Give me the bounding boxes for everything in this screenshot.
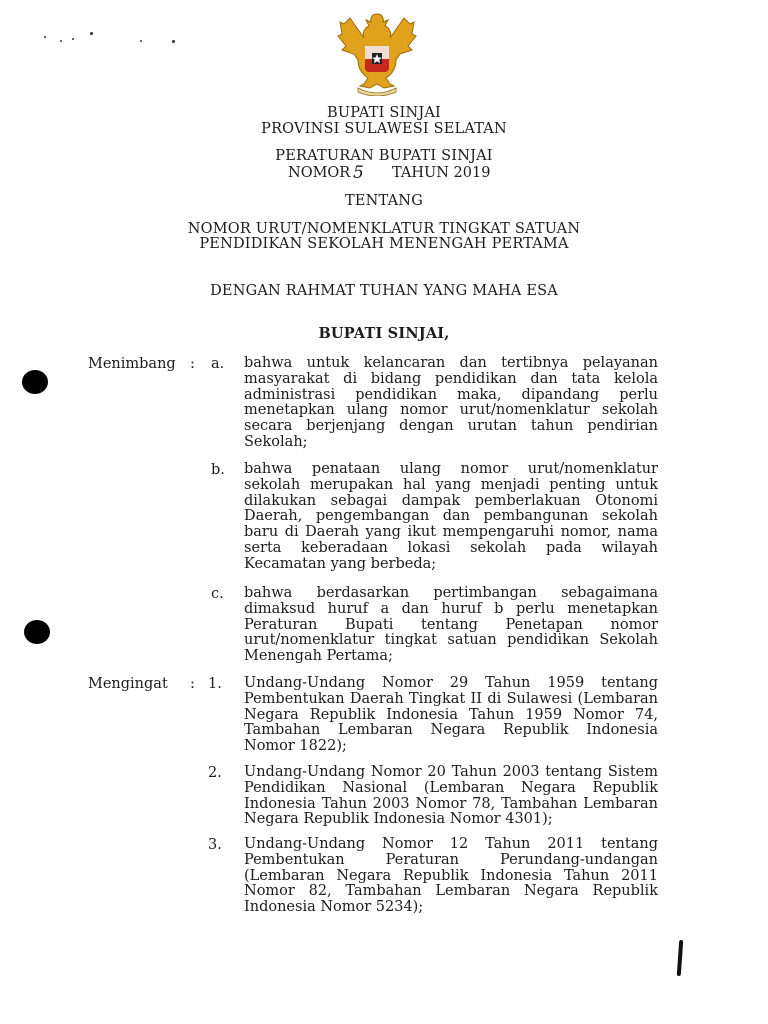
nomor-value: 5: [353, 163, 364, 183]
tahun-label: TAHUN 2019: [392, 165, 491, 181]
punch-hole: [24, 620, 50, 644]
menimbang-marker-c: c.: [211, 586, 224, 602]
mengingat-item-1: Undang-Undang Nomor 29 Tahun 1959 tentang Pembentukan Daerah Tingkat II di Sulawesi (Lembaran Negara Republik Indonesia Tahun 1959 Nomor 74, Tambahan Lembaran Negara Republik Indonesia Nomor 1822);: [244, 675, 658, 755]
menimbang-item-b: bahwa penataan ulang nomor urut/nomenklatur sekolah merupakan hal yang menjadi penting untuk dilakukan sebagai dampak pemberlakuan Otonomi Daerah, pengembangan dan pembangunan sekolah baru di Daerah yang ikut mempengaruhi nomor, nama serta keberadaan lokasi sekolah pada wilayah Kecamatan yang berbeda;: [244, 461, 658, 572]
scan-speck: [72, 38, 74, 40]
scan-speck: [60, 40, 62, 42]
menimbang-marker-a: a.: [211, 356, 225, 372]
punch-hole: [22, 370, 48, 394]
mengingat-item-3: Undang-Undang Nomor 12 Tahun 2011 tentang Pembentukan Peraturan Perundang-undangan (Lembaran Negara Republik Indonesia Tahun 2011 Nomor 82, Tambahan Lembaran Negara Republik Indonesia Nomor 5234);: [244, 836, 658, 916]
mengingat-item-2: Undang-Undang Nomor 20 Tahun 2003 tentang Sistem Pendidikan Nasional (Lembaran Negara Republik Indonesia Tahun 2003 Nomor 78, Tambahan Lembaran Negara Republik Indonesia Nomor 4301);: [244, 764, 658, 828]
mengingat-marker-1: 1.: [208, 676, 222, 692]
subject-line-2: PENDIDIKAN SEKOLAH MENENGAH PERTAMA: [199, 236, 569, 252]
regent-title: BUPATI SINJAI: [327, 105, 441, 121]
regulation-title: PERATURAN BUPATI SINJAI: [275, 148, 493, 164]
mengingat-marker-2: 2.: [208, 765, 222, 781]
tentang-label: TENTANG: [345, 193, 423, 209]
scan-speck: [90, 32, 93, 35]
menimbang-marker-b: b.: [211, 462, 225, 478]
province-title: PROVINSI SULAWESI SELATAN: [261, 121, 507, 137]
nomor-label: NOMOR: [288, 165, 351, 181]
mengingat-colon: :: [190, 676, 195, 692]
pen-mark: [677, 940, 684, 976]
scan-speck: [140, 40, 142, 42]
mengingat-label: Mengingat: [88, 676, 168, 692]
preamble: DENGAN RAHMAT TUHAN YANG MAHA ESA: [210, 283, 558, 299]
menimbang-label: Menimbang: [88, 356, 176, 372]
menimbang-item-c: bahwa berdasarkan pertimbangan sebagaimana dimaksud huruf a dan huruf b perlu menetapkan Peraturan Bupati tentang Penetapan nomor urut/nomenklatur tingkat satuan pendidikan Sekolah Menengah Pertama;: [244, 585, 658, 665]
subject-line-1: NOMOR URUT/NOMENKLATUR TINGKAT SATUAN: [187, 221, 581, 237]
menimbang-item-a: bahwa untuk kelancaran dan tertibnya pelayanan masyarakat di bidang pendidikan dan tata kelola administrasi pendidikan maka, dipandang perlu menetapkan ulang nomor urut/nomenklatur sekolah secara berjenjang dengan urutan tahun pendirian Sekolah;: [244, 355, 658, 450]
scan-speck: [44, 36, 46, 38]
garuda-emblem-icon: [336, 8, 418, 96]
mengingat-marker-3: 3.: [208, 837, 222, 853]
menimbang-colon: :: [190, 356, 195, 372]
scan-speck: [172, 40, 175, 43]
regent-heading: BUPATI SINJAI,: [318, 325, 450, 342]
